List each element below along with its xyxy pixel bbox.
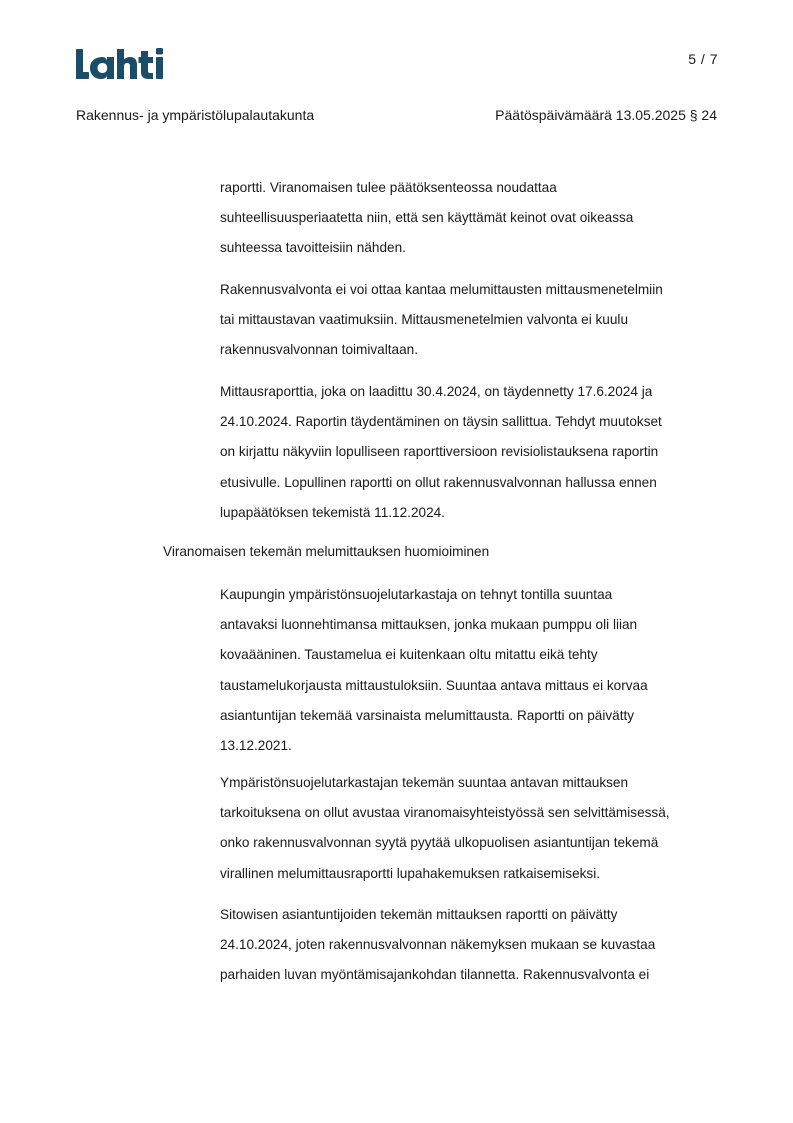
paragraph-line: taustamelukorjausta mittaustuloksiin. Suuntaa antava mittaus ei korvaa — [220, 677, 648, 693]
paragraph-inspection-purpose — [220, 768, 720, 889]
paragraph-line: Ympäristönsuojelutarkastajan tekemän suuntaa antavan mittauksen — [220, 775, 629, 790]
paragraph-line: lupapäätöksen tekemistä 11.12.2024. — [220, 504, 445, 520]
paragraph-city-inspection — [220, 580, 720, 761]
paragraph-line: kovaääninen. Taustamelua ei kuitenkaan oltu mitattu eikä tehty — [220, 647, 598, 663]
paragraph-line: rakennusvalvonnan toimivaltaan. — [220, 342, 418, 358]
paragraph-line: suhteellisuusperiaatetta niin, että sen käyttämät keinot ovat oikeassa — [220, 210, 634, 226]
paragraph-line: antavaksi luonnehtimansa mittauksen, jonka mukaan pumppu oli liian — [220, 617, 638, 633]
committee-name: Rakennus- ja ympäristölupalautakunta — [76, 107, 315, 123]
paragraph-line: etusivulle. Lopullinen raportti on ollut rakennusvalvonnan hallussa ennen — [220, 474, 657, 490]
paragraph-line: on kirjattu näkyviin lopulliseen raporttiversioon revisiolistauksena raportin — [220, 444, 659, 460]
paragraph-line: parhaiden luvan myöntämisajankohdan tilannetta. Rakennusvalvonta ei — [220, 967, 650, 983]
paragraph-line: 24.10.2024, joten rakennusvalvonnan näkemyksen mukaan se kuvastaa — [220, 937, 656, 953]
paragraph-line: Rakennusvalvonta ei voi ottaa kantaa melumittausten mittausmenetelmiin — [220, 282, 663, 297]
paragraph-line: onko rakennusvalvonnan syytä pyytää ulkopuolisen asiantuntijan tekemä — [220, 835, 659, 851]
paragraph-line: Kaupungin ympäristönsuojelutarkastaja on tehnyt tontilla suuntaa — [220, 587, 613, 602]
paragraph-line: Sitowisen asiantuntijoiden tekemän mittauksen raportti on päivätty — [220, 907, 618, 922]
paragraph-report-revisions — [220, 377, 720, 528]
paragraph-line: Mittausraporttia, joka on laadittu 30.4.2024, on täydennetty 17.6.2024 ja — [220, 384, 653, 399]
paragraph-line: asiantuntijan tekemää varsinaista melumittausta. Raportti on päivätty — [220, 707, 635, 723]
paragraph-sitowise-report — [220, 900, 720, 991]
paragraph-line: virallinen melumittausraportti lupahakemuksen ratkaisemiseksi. — [220, 865, 601, 881]
paragraph-line: tarkoituksena on ollut avustaa viranomaisyhteistyössä sen selvittämisessä, — [220, 805, 670, 821]
paragraph-line: raportti. Viranomaisen tulee päätöksenteossa noudattaa — [220, 180, 557, 195]
section-heading: Viranomaisen tekemän melumittauksen huomioiminen — [163, 544, 490, 559]
paragraph-line: suhteessa tavoitteisiin nähden. — [220, 240, 406, 256]
paragraph-proportionality — [220, 173, 720, 264]
paragraph-line: 24.10.2024. Raportin täydentäminen on täysin sallittua. Tehdyt muutokset — [220, 414, 662, 430]
lahti-logo — [75, 46, 170, 82]
paragraph-line: 13.12.2021. — [220, 738, 292, 754]
paragraph-measurement-methods — [220, 275, 720, 366]
page-number: 5 / 7 — [688, 51, 718, 67]
decision-date: Päätöspäivämäärä 13.05.2025 § 24 — [495, 107, 717, 123]
paragraph-line: tai mittaustavan vaatimuksiin. Mittausmenetelmien valvonta ei kuulu — [220, 312, 629, 328]
